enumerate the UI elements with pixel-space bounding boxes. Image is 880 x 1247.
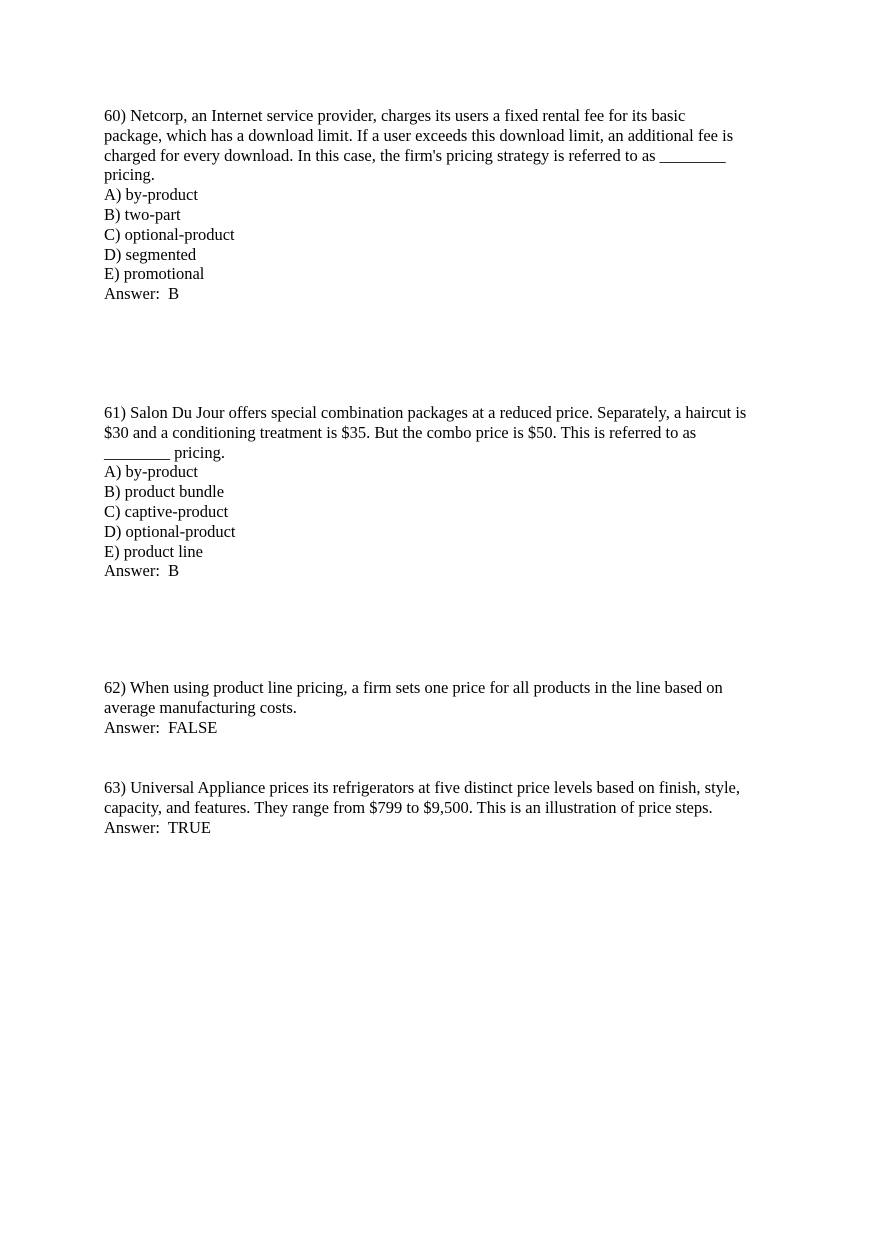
stem-line: 62) When using product line pricing, a firm sets one price for all products in the line based on <box>104 678 723 697</box>
question-63 <box>104 778 784 837</box>
option-e: E) product line <box>104 541 203 561</box>
stem-line: charged for every download. In this case, the firm's pricing strategy is referred to as ________ <box>104 145 726 165</box>
option-a: A) by-product <box>104 185 198 205</box>
option-b: B) two-part <box>104 204 181 224</box>
option-e: E) promotional <box>104 264 205 284</box>
answer-key: Answer: B <box>104 561 180 581</box>
option-d: D) optional-product <box>104 521 236 541</box>
stem-line: average manufacturing costs. <box>104 697 297 717</box>
question-60 <box>104 106 784 304</box>
option-c: C) captive-product <box>104 501 229 521</box>
stem-line: capacity, and features. They range from $799 to $9,500. This is an illustration of price steps. <box>104 797 713 817</box>
stem-line: $30 and a conditioning treatment is $35. But the combo price is $50. This is referred to as <box>104 422 697 442</box>
option-d: D) segmented <box>104 244 197 264</box>
option-c: C) optional-product <box>104 224 235 244</box>
answer-key: Answer: FALSE <box>104 717 218 737</box>
question-stem <box>104 106 784 185</box>
question-62 <box>104 678 784 737</box>
question-stem <box>104 403 784 462</box>
answer-options <box>104 185 784 284</box>
answer-key: Answer: TRUE <box>104 817 211 837</box>
stem-line: ________ pricing. <box>104 442 225 462</box>
stem-line: package, which has a download limit. If a user exceeds this download limit, an additional fee is <box>104 125 734 145</box>
question-61 <box>104 403 784 581</box>
option-a: A) by-product <box>104 462 198 482</box>
answer-options <box>104 462 784 561</box>
stem-line: 60) Netcorp, an Internet service provider, charges its users a fixed rental fee for its basic <box>104 106 686 125</box>
option-b: B) product bundle <box>104 482 225 502</box>
stem-line: 61) Salon Du Jour offers special combination packages at a reduced price. Separately, a haircut is <box>104 403 747 422</box>
question-stem <box>104 778 784 818</box>
stem-line: 63) Universal Appliance prices its refrigerators at five distinct price levels based on finish, style, <box>104 778 740 797</box>
answer-key: Answer: B <box>104 284 180 304</box>
stem-line: pricing. <box>104 165 155 185</box>
question-stem <box>104 678 784 718</box>
